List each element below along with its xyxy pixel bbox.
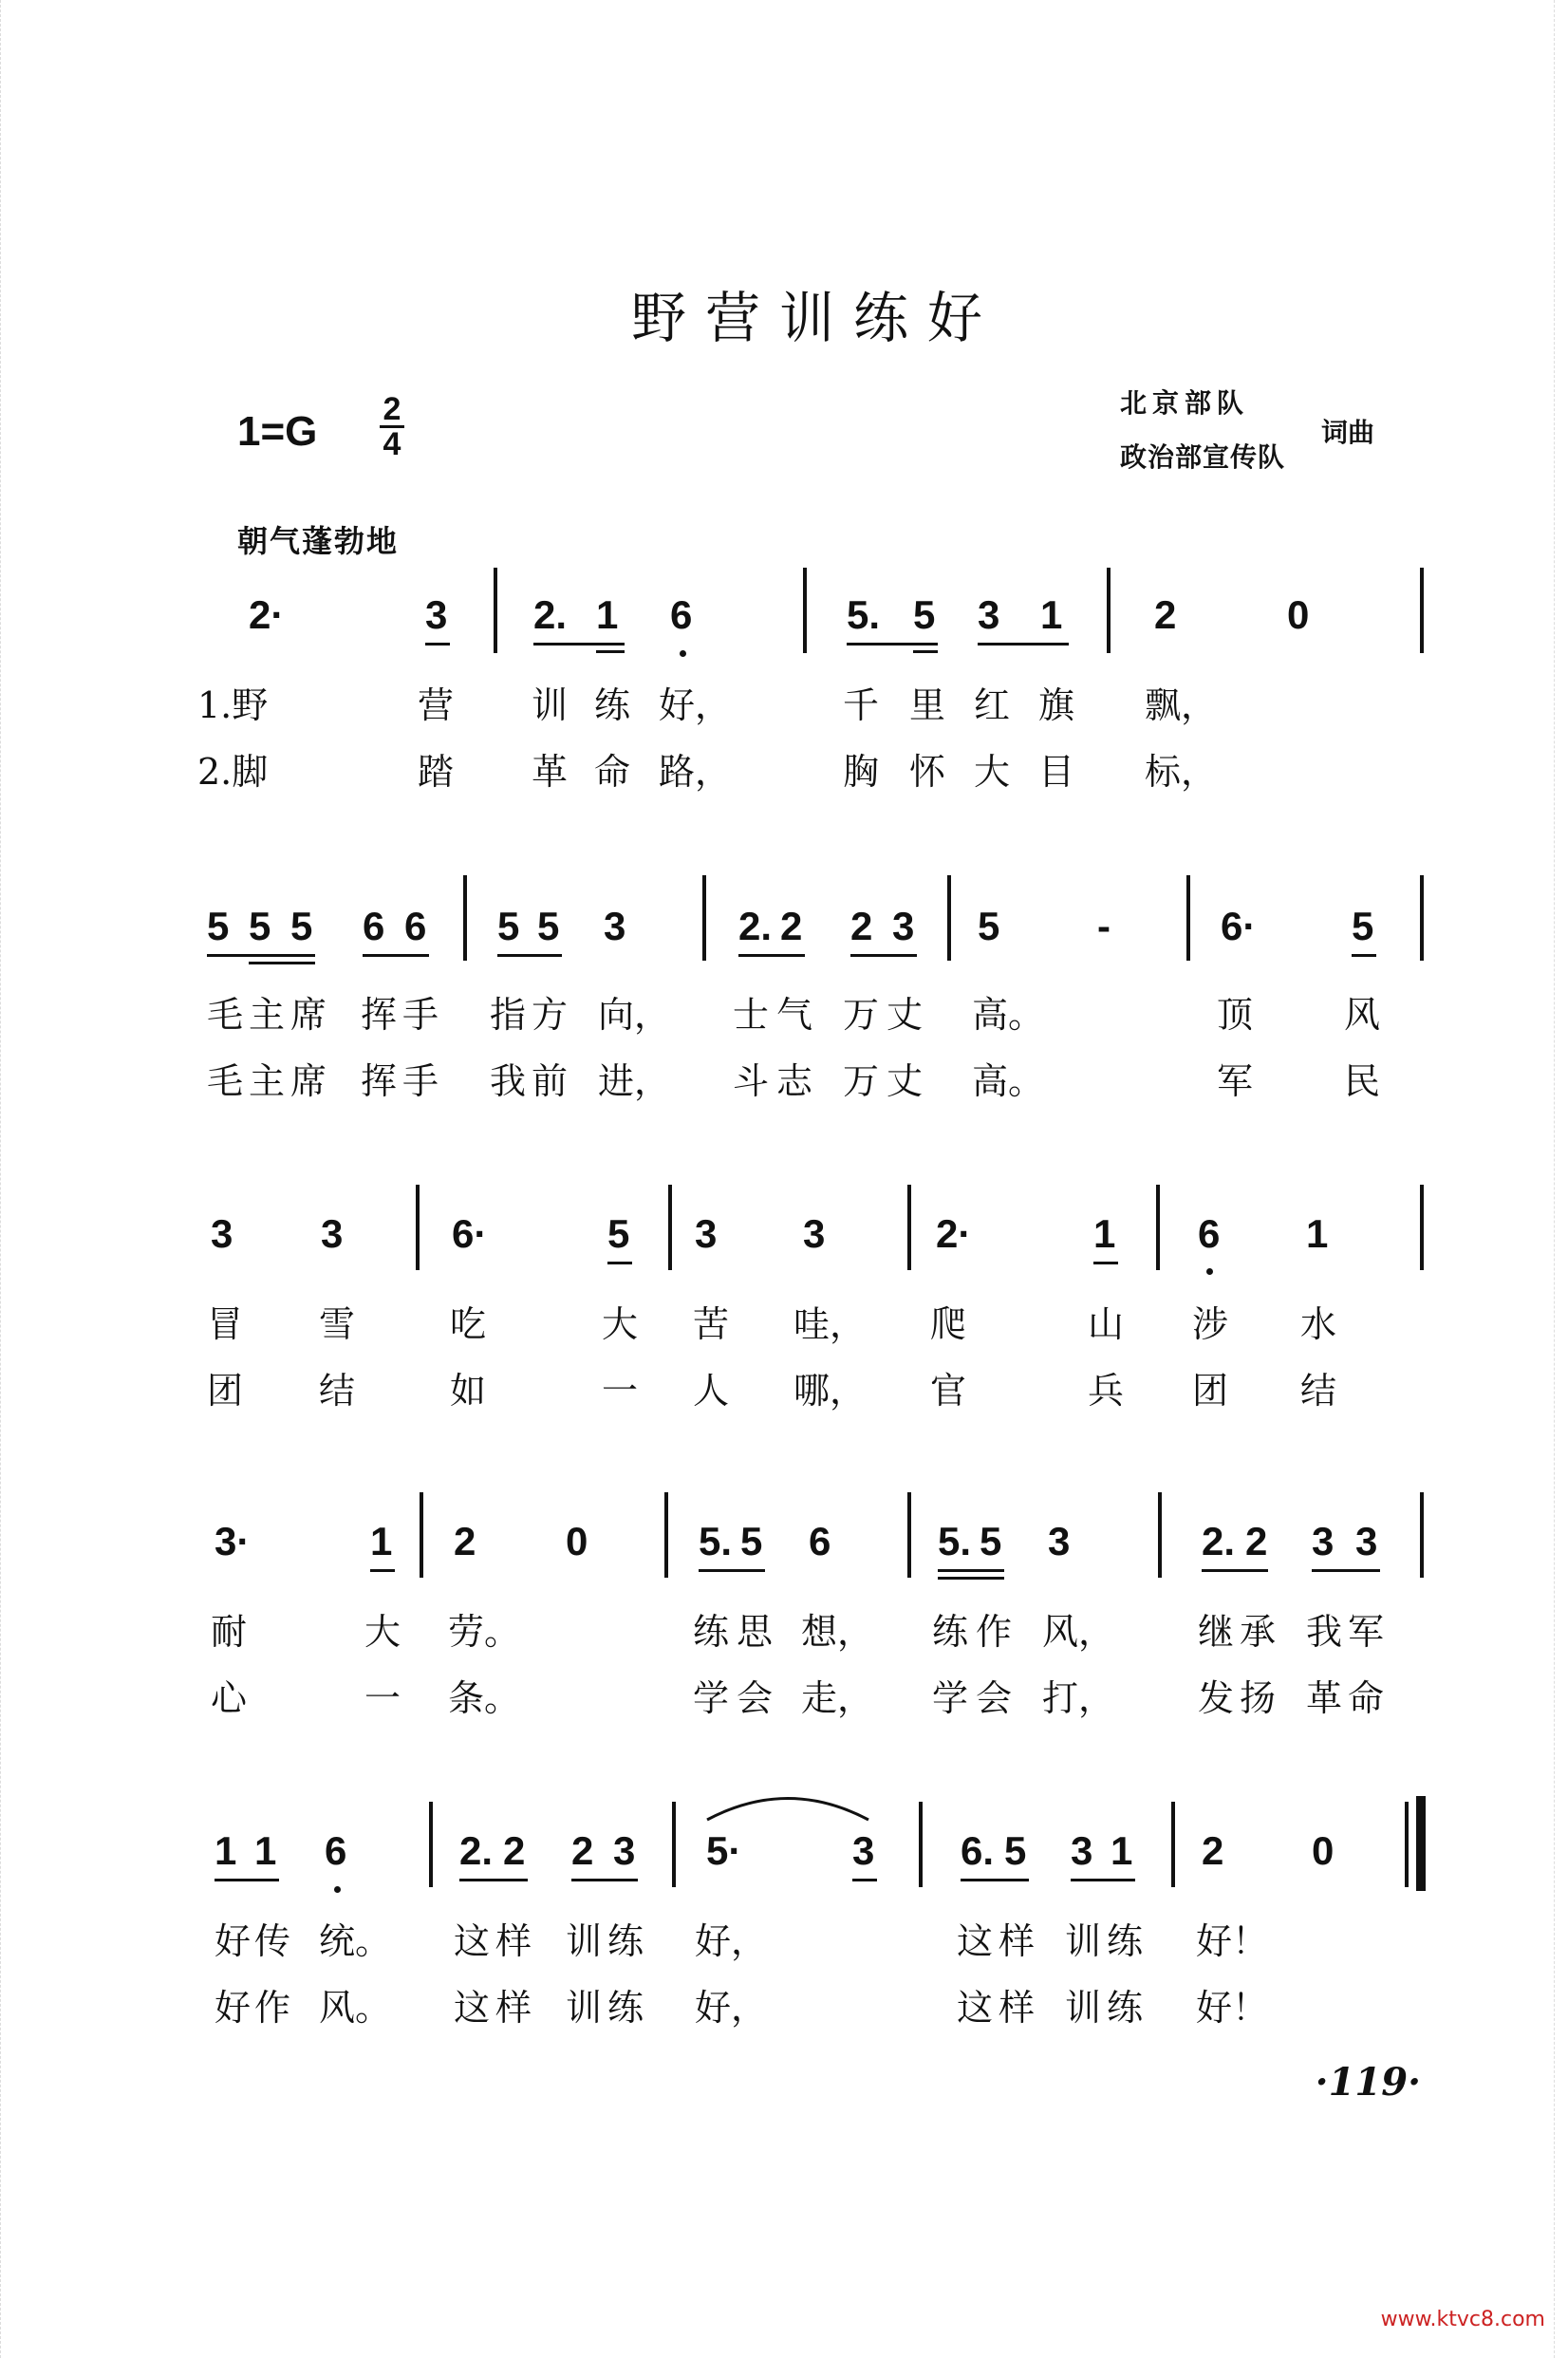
credit-line-1: 北京部队	[1120, 387, 1250, 419]
note: 3	[1048, 1519, 1071, 1563]
note: 2	[780, 904, 803, 948]
bar-line	[947, 875, 951, 961]
underline	[913, 650, 938, 653]
bar-line	[1420, 1492, 1424, 1578]
note: 2·	[936, 1211, 972, 1256]
lyric: 练	[607, 1987, 644, 2029]
bar-line	[1107, 568, 1111, 653]
lyric: 斗	[733, 1060, 770, 1102]
lyric: 练	[1107, 1987, 1144, 2029]
lyric: 作	[976, 1611, 1013, 1653]
lyric: 思	[737, 1611, 774, 1653]
note: 5	[290, 904, 313, 948]
lyric: 民	[1344, 1060, 1381, 1102]
lyric: 手	[402, 994, 439, 1036]
note: 5·	[706, 1828, 742, 1873]
note: 2	[850, 904, 873, 948]
underline	[978, 643, 1069, 646]
note: 1	[1040, 592, 1063, 637]
underline	[249, 962, 315, 964]
note: 6	[670, 592, 693, 637]
note: 2	[1202, 1828, 1224, 1873]
lyric: 这	[454, 1987, 491, 2029]
lyric: 丈	[887, 994, 924, 1036]
underline	[1312, 1569, 1380, 1572]
lyric: 学	[932, 1677, 969, 1719]
lyric: 风	[1344, 994, 1381, 1036]
lyric: 冒	[207, 1303, 244, 1345]
note: 2	[503, 1828, 526, 1873]
underline	[1202, 1569, 1268, 1572]
lyric: 发	[1198, 1677, 1235, 1719]
underline	[1093, 1262, 1118, 1264]
lyric: 想，	[801, 1611, 874, 1653]
note: 5	[607, 1211, 630, 1256]
note: 6	[404, 904, 427, 948]
note: 3	[1355, 1519, 1378, 1563]
underline	[363, 954, 429, 957]
song-title: 野营训练好	[630, 286, 1001, 350]
lyric: 向，	[598, 994, 671, 1036]
note: 3	[1071, 1828, 1093, 1873]
note: 0	[566, 1519, 588, 1563]
bar-line	[1186, 875, 1190, 961]
underline	[847, 643, 938, 646]
note: 5	[1004, 1828, 1027, 1873]
lyric: 主	[249, 1060, 286, 1102]
lyric: 高。	[972, 994, 1045, 1036]
lyric: 风，	[1042, 1611, 1115, 1653]
lyric: 胸	[843, 751, 880, 793]
lyric: 练	[1107, 1920, 1144, 1962]
underline	[852, 1879, 877, 1881]
lyric: 大	[974, 751, 1011, 793]
note: 2	[1154, 592, 1177, 637]
lyric: 顶	[1217, 994, 1254, 1036]
lyric: 扬	[1240, 1677, 1277, 1719]
note: 2.	[738, 904, 773, 948]
lyric: 哇，	[793, 1303, 867, 1345]
lyric: 统。	[319, 1920, 392, 1962]
lyric: 命	[1348, 1677, 1385, 1719]
lyric: 哪，	[793, 1370, 867, 1412]
lyric: 目	[1038, 751, 1075, 793]
note: 5	[740, 1519, 763, 1563]
lyric: 好！	[1196, 1920, 1269, 1962]
key-label: 1=G	[237, 408, 318, 455]
lyric: 手	[402, 1060, 439, 1102]
lyric: 好	[215, 1920, 252, 1962]
lyric: 劳。	[448, 1611, 521, 1653]
note: 2	[571, 1828, 594, 1873]
lyric: 挥	[361, 1060, 398, 1102]
note: 6.	[961, 1828, 995, 1873]
lyric: 这	[454, 1920, 491, 1962]
note: 5.	[847, 592, 881, 637]
bar-line	[702, 875, 706, 961]
underline	[961, 1879, 1029, 1881]
lyric: 我	[1306, 1611, 1343, 1653]
note: 2	[1245, 1519, 1268, 1563]
lyric: 样	[495, 1987, 532, 2029]
bar-line	[672, 1802, 676, 1887]
lyric: 样	[999, 1987, 1036, 2029]
lyric: 苦	[693, 1303, 730, 1345]
lyric: 席	[290, 994, 327, 1036]
lyric: 打，	[1042, 1677, 1115, 1719]
lyric: 前	[532, 1060, 569, 1102]
tie-arc	[702, 1787, 873, 1825]
lyric: 训	[1065, 1920, 1102, 1962]
lyric: 练	[594, 684, 631, 726]
underline	[938, 1577, 1004, 1580]
note: 1	[215, 1828, 237, 1873]
note: 5	[207, 904, 230, 948]
lyric: 高。	[972, 1060, 1045, 1102]
lyric: 爬	[930, 1303, 967, 1345]
lyric: 承	[1240, 1611, 1277, 1653]
lyric: 作	[254, 1987, 291, 2029]
bar-line	[416, 1185, 420, 1270]
lyric: 结	[1300, 1370, 1337, 1412]
note: 5.	[938, 1519, 972, 1563]
lyric: 好	[215, 1987, 252, 2029]
note: 2.	[459, 1828, 494, 1873]
lyric: 踏	[418, 751, 455, 793]
lyric: 这	[957, 1987, 994, 2029]
lyric: 好，	[695, 1920, 768, 1962]
note: 3	[852, 1828, 875, 1873]
note: 1	[596, 592, 619, 637]
lyric: 革	[1306, 1677, 1343, 1719]
lyric: 千	[843, 684, 880, 726]
lyric: 大	[602, 1303, 639, 1345]
bar-line	[1420, 1185, 1424, 1270]
note: 1	[1093, 1211, 1116, 1256]
lyric: 革	[532, 751, 569, 793]
lyric: 路，	[659, 751, 732, 793]
lyric: 大	[364, 1611, 401, 1653]
lyric: 万	[843, 994, 880, 1036]
lyric: 涉	[1192, 1303, 1229, 1345]
lyric: 一	[602, 1370, 639, 1412]
bar-line	[463, 875, 467, 961]
lyric: 军	[1348, 1611, 1385, 1653]
lyric: 红	[974, 684, 1011, 726]
final-bar-thick	[1416, 1796, 1426, 1891]
bar-line	[919, 1802, 923, 1887]
lyric: 练	[932, 1611, 969, 1653]
underline	[596, 650, 625, 653]
bar-line	[664, 1492, 668, 1578]
lyric: 会	[976, 1677, 1013, 1719]
underline	[497, 954, 562, 957]
lyric: 耐	[211, 1611, 248, 1653]
lyric: 一	[364, 1677, 401, 1719]
note: 5	[978, 904, 1000, 948]
note: 3	[1312, 1519, 1335, 1563]
lyric: 人	[693, 1370, 730, 1412]
final-bar-thin	[1405, 1802, 1409, 1887]
bar-line	[1420, 875, 1424, 961]
right-margin-strip	[1554, 0, 1568, 2358]
note: 3	[321, 1211, 344, 1256]
note: 6·	[1221, 904, 1257, 948]
note: 3	[803, 1211, 826, 1256]
note: 3	[978, 592, 1000, 637]
note: 3	[425, 592, 448, 637]
lyric: 训	[566, 1920, 603, 1962]
lyric: 席	[290, 1060, 327, 1102]
time-sig-bottom: 4	[383, 426, 401, 462]
note: 3	[604, 904, 626, 948]
note: 3	[892, 904, 915, 948]
credit-role: 词曲	[1321, 417, 1375, 448]
note: 6	[809, 1519, 831, 1563]
lyric: 练	[693, 1611, 730, 1653]
note: 6	[363, 904, 385, 948]
note: 1	[370, 1519, 393, 1563]
key-signature	[237, 391, 401, 462]
lyric: 气	[776, 994, 813, 1036]
lyric: 走，	[801, 1677, 874, 1719]
lyric: 里	[909, 684, 946, 726]
lyric: 命	[594, 751, 631, 793]
underline	[1352, 954, 1376, 957]
bar-line	[907, 1185, 911, 1270]
lyric: 好，	[659, 684, 732, 726]
underline	[425, 643, 450, 646]
lyric: 山	[1088, 1303, 1125, 1345]
underline	[850, 954, 917, 957]
underline	[370, 1569, 395, 1572]
lyric: 练	[607, 1920, 644, 1962]
bar-line	[429, 1802, 433, 1887]
lyric: 会	[737, 1677, 774, 1719]
lyric: 好！	[1196, 1987, 1269, 2029]
lyric: 条。	[448, 1677, 521, 1719]
bar-line	[494, 568, 497, 653]
lyric: 传	[254, 1920, 291, 1962]
lyric: 1.野	[197, 684, 269, 726]
note: 5.	[699, 1519, 733, 1563]
note: 5	[913, 592, 936, 637]
lyric: 心	[211, 1677, 248, 1719]
note: 5	[980, 1519, 1002, 1563]
underline	[1071, 1879, 1135, 1881]
lyric: 样	[495, 1920, 532, 1962]
underline	[215, 1879, 279, 1881]
lyric: 指	[490, 994, 527, 1036]
note: -	[1097, 904, 1111, 948]
lyric: 旗	[1038, 684, 1075, 726]
note: 3·	[215, 1519, 251, 1563]
left-margin-strip	[0, 0, 14, 2358]
bar-line	[907, 1492, 911, 1578]
underline	[533, 643, 625, 646]
note: 2.	[1202, 1519, 1236, 1563]
lyric: 丈	[887, 1060, 924, 1102]
lyric: 这	[957, 1920, 994, 1962]
lyric: 水	[1300, 1303, 1337, 1345]
lyric: 挥	[361, 994, 398, 1036]
lyric: 方	[532, 994, 569, 1036]
lyric: 样	[999, 1920, 1036, 1962]
lyric: 官	[930, 1370, 967, 1412]
bar-line	[1420, 568, 1424, 653]
note: 2.	[533, 592, 568, 637]
note: 5	[1352, 904, 1374, 948]
note: 0	[1287, 592, 1310, 637]
bar-line	[1171, 1802, 1175, 1887]
note: 1	[1306, 1211, 1329, 1256]
lyric: 风。	[319, 1987, 392, 2029]
underline	[571, 1879, 638, 1881]
note: 6	[1198, 1211, 1221, 1256]
low-octave-dot	[1206, 1268, 1213, 1275]
lyric: 训	[566, 1987, 603, 2029]
lyric: 毛	[207, 1060, 244, 1102]
lyric: 继	[1198, 1611, 1235, 1653]
underline	[938, 1569, 1004, 1572]
low-octave-dot	[680, 650, 686, 657]
note: 0	[1312, 1828, 1335, 1873]
note: 2·	[249, 592, 285, 637]
credit-line-2: 政治部宣传队	[1120, 441, 1286, 473]
note: 5	[537, 904, 560, 948]
note: 3	[211, 1211, 233, 1256]
bar-line	[1158, 1492, 1162, 1578]
underline	[699, 1569, 765, 1572]
lyric: 万	[843, 1060, 880, 1102]
lyric: 如	[450, 1370, 487, 1412]
note: 3	[695, 1211, 718, 1256]
bar-line	[1156, 1185, 1160, 1270]
watermark: www.ktvc8.com	[1380, 2308, 1545, 2331]
lyric: 军	[1217, 1060, 1254, 1102]
low-octave-dot	[334, 1886, 341, 1893]
lyric: 结	[319, 1370, 356, 1412]
lyric: 2.脚	[197, 751, 269, 793]
note: 6	[325, 1828, 347, 1873]
lyric: 好，	[695, 1987, 768, 2029]
note: 5	[249, 904, 271, 948]
tempo-marking: 朝气蓬勃地	[237, 523, 400, 559]
lyric: 我	[490, 1060, 527, 1102]
lyric: 团	[1192, 1370, 1229, 1412]
lyric: 兵	[1088, 1370, 1125, 1412]
lyric: 训	[1065, 1987, 1102, 2029]
lyric: 飘，	[1145, 684, 1218, 726]
underline	[738, 954, 805, 957]
lyric: 毛	[207, 994, 244, 1036]
bar-line	[803, 568, 807, 653]
bar-line	[668, 1185, 672, 1270]
lyric: 志	[776, 1060, 813, 1102]
lyric: 吃	[450, 1303, 487, 1345]
time-signature	[380, 391, 404, 462]
note: 1	[254, 1828, 277, 1873]
note: 2	[454, 1519, 476, 1563]
lyric: 进，	[598, 1060, 671, 1102]
lyric: 怀	[909, 751, 946, 793]
time-sig-top: 2	[383, 391, 401, 427]
lyric: 标，	[1145, 751, 1218, 793]
page-number: ·119·	[1315, 2060, 1421, 2105]
underline	[459, 1879, 528, 1881]
note: 1	[1111, 1828, 1133, 1873]
note: 6·	[452, 1211, 488, 1256]
underline	[607, 1262, 632, 1264]
lyric: 雪	[319, 1303, 356, 1345]
bar-line	[420, 1492, 423, 1578]
note: 3	[613, 1828, 636, 1873]
lyric: 训	[532, 684, 569, 726]
lyric: 士	[733, 994, 770, 1036]
lyric: 学	[693, 1677, 730, 1719]
note: 5	[497, 904, 520, 948]
lyric: 团	[207, 1370, 244, 1412]
underline	[207, 954, 315, 957]
lyric: 主	[249, 994, 286, 1036]
lyric: 营	[418, 684, 455, 726]
